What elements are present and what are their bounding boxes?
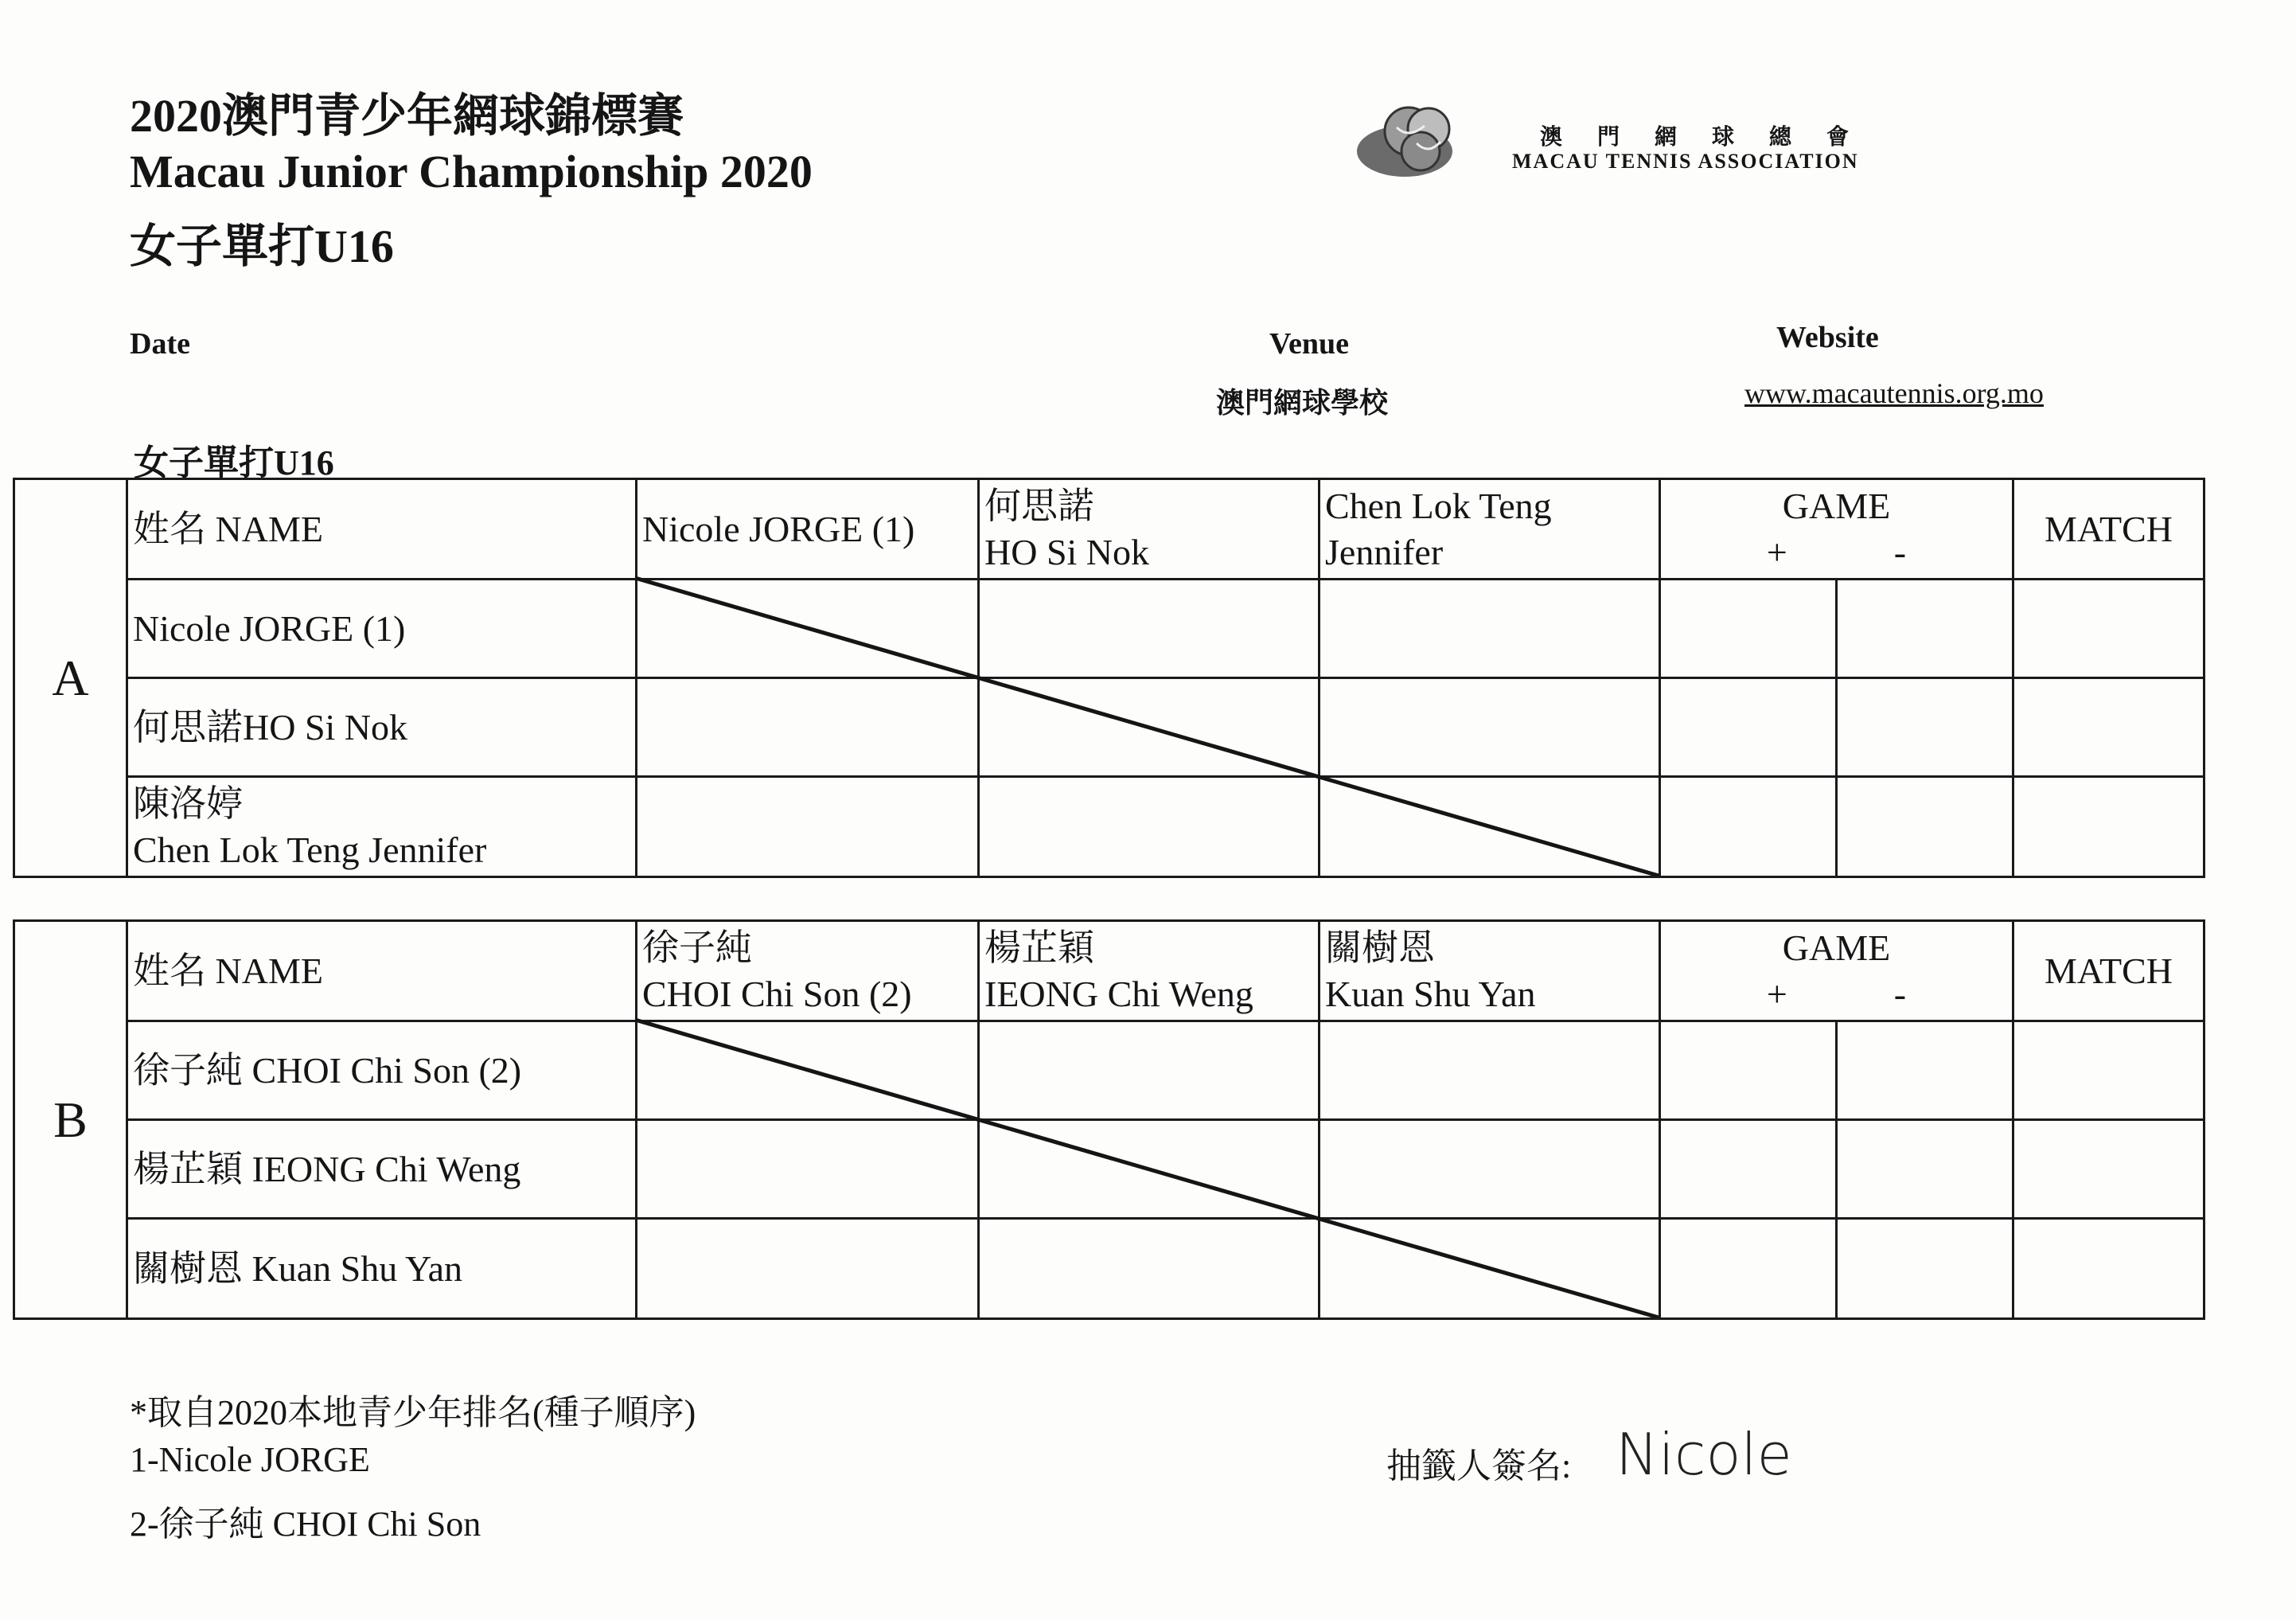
score-cell[interactable] — [637, 678, 979, 777]
column-player-2-line1: 楊芷穎 — [984, 927, 1094, 968]
section-title: 女子單打U16 — [134, 443, 334, 482]
score-cell[interactable] — [979, 1021, 1320, 1120]
column-player-2-line2: IEONG Chi Weng — [984, 973, 1253, 1014]
column-player-3-line1: Chen Lok Teng — [1325, 486, 1552, 526]
score-cell[interactable] — [1320, 1120, 1660, 1219]
score-cell[interactable] — [1320, 1021, 1660, 1120]
game-minus-cell[interactable] — [1837, 777, 2013, 877]
game-header — [1660, 921, 2013, 1021]
row-player-1-line1: Nicole JORGE (1) — [133, 607, 406, 649]
column-player-3-line2: Jennifer — [1325, 531, 1444, 572]
group-a-table — [13, 478, 2187, 878]
column-player-2 — [979, 479, 1320, 580]
row-player-3-line2: Chen Lok Teng Jennifer — [133, 829, 487, 870]
column-player-1 — [637, 921, 979, 1021]
game-minus-label: - — [1893, 973, 1907, 1014]
group-label: A — [14, 479, 127, 877]
venue-value: 澳門網球學校 — [1216, 387, 1389, 419]
match-cell[interactable] — [2013, 678, 2204, 777]
row-player-3-line1: 關樹恩 Kuan Shu Yan — [133, 1247, 463, 1289]
score-cell[interactable] — [979, 1219, 1320, 1319]
column-player-1-line1: Nicole JORGE (1) — [642, 508, 915, 549]
signature-handwritten: Nicole — [1616, 1421, 1792, 1488]
row-player-2 — [127, 1120, 637, 1219]
row-player-2 — [127, 678, 637, 777]
score-cell[interactable] — [979, 1120, 1320, 1219]
title-chinese: 2020澳門青少年網球錦標賽 — [130, 90, 684, 142]
game-minus-cell[interactable] — [1837, 1120, 2013, 1219]
score-cell[interactable] — [637, 1120, 979, 1219]
tennis-association-logo — [1353, 96, 1472, 183]
column-player-1-line2: CHOI Chi Son (2) — [642, 973, 912, 1014]
event-title: 女子單打U16 — [130, 221, 394, 272]
score-cell[interactable] — [1320, 1219, 1660, 1319]
game-label: GAME — [1782, 486, 1891, 526]
column-player-3 — [1320, 921, 1660, 1021]
seed-1: 1-Nicole JORGE — [130, 1440, 370, 1479]
score-cell[interactable] — [637, 777, 979, 877]
game-header — [1660, 479, 2013, 580]
row-player-1 — [127, 580, 637, 678]
seeding-note: *取自2020本地青少年排名(種子順序) — [130, 1393, 696, 1432]
score-cell[interactable] — [637, 1219, 979, 1319]
title-english: Macau Junior Championship 2020 — [130, 146, 813, 197]
score-cell[interactable] — [637, 1021, 979, 1120]
match-cell[interactable] — [2013, 1120, 2204, 1219]
game-minus-cell[interactable] — [1837, 1021, 2013, 1120]
column-player-1-line1: 徐子純 — [642, 927, 752, 968]
game-plus-label: + — [1766, 531, 1787, 572]
game-minus-cell[interactable] — [1837, 1219, 2013, 1319]
row-player-3 — [127, 1219, 637, 1319]
score-cell[interactable] — [979, 777, 1320, 877]
date-label: Date — [130, 327, 190, 361]
row-player-2-line1: 何思諾HO Si Nok — [133, 706, 408, 748]
match-cell[interactable] — [2013, 1021, 2204, 1120]
game-plus-cell[interactable] — [1660, 777, 1837, 877]
match-cell[interactable] — [2013, 777, 2204, 877]
association-name-chinese: 澳門網球總會 — [1540, 125, 1885, 150]
game-plus-cell[interactable] — [1660, 678, 1837, 777]
group-b-table — [13, 919, 2187, 1320]
website-link[interactable]: www.macautennis.org.mo — [1744, 377, 2044, 409]
score-cell[interactable] — [1320, 777, 1660, 877]
score-cell[interactable] — [979, 580, 1320, 678]
column-player-2 — [979, 921, 1320, 1021]
website-label: Website — [1776, 321, 1879, 354]
seed-2: 2-徐子純 CHOI Chi Son — [130, 1505, 481, 1544]
score-cell[interactable] — [1320, 678, 1660, 777]
match-header: MATCH — [2013, 921, 2204, 1021]
score-cell[interactable] — [637, 580, 979, 678]
match-cell[interactable] — [2013, 580, 2204, 678]
game-plus-cell[interactable] — [1660, 580, 1837, 678]
row-player-3-line1: 陳洛婷 — [133, 783, 243, 824]
row-player-2-line1: 楊芷穎 IEONG Chi Weng — [133, 1148, 521, 1189]
column-player-3-line2: Kuan Shu Yan — [1325, 973, 1536, 1014]
score-cell[interactable] — [979, 678, 1320, 777]
column-player-2-line2: HO Si Nok — [984, 531, 1150, 572]
game-plus-label: + — [1766, 973, 1787, 1014]
column-player-3-line1: 關樹恩 — [1325, 927, 1435, 968]
game-plus-cell[interactable] — [1660, 1021, 1837, 1120]
venue-label: Venue — [1269, 327, 1349, 361]
score-cell[interactable] — [1320, 580, 1660, 678]
column-player-1 — [637, 479, 979, 580]
game-minus-label: - — [1893, 531, 1907, 572]
game-minus-cell[interactable] — [1837, 678, 2013, 777]
name-header: 姓名 NAME — [127, 921, 637, 1021]
game-minus-cell[interactable] — [1837, 580, 2013, 678]
row-player-1 — [127, 1021, 637, 1120]
row-player-3 — [127, 777, 637, 877]
game-plus-cell[interactable] — [1660, 1120, 1837, 1219]
match-header: MATCH — [2013, 479, 2204, 580]
column-player-2-line1: 何思諾 — [984, 486, 1094, 526]
game-label: GAME — [1782, 927, 1891, 968]
column-player-3 — [1320, 479, 1660, 580]
association-name-english: MACAU TENNIS ASSOCIATION — [1512, 150, 1859, 173]
row-player-1-line1: 徐子純 CHOI Chi Son (2) — [133, 1049, 522, 1091]
game-plus-cell[interactable] — [1660, 1219, 1837, 1319]
group-label: B — [14, 921, 127, 1319]
signature-label: 抽籤人簽名: — [1386, 1446, 1572, 1485]
match-cell[interactable] — [2013, 1219, 2204, 1319]
name-header: 姓名 NAME — [127, 479, 637, 580]
